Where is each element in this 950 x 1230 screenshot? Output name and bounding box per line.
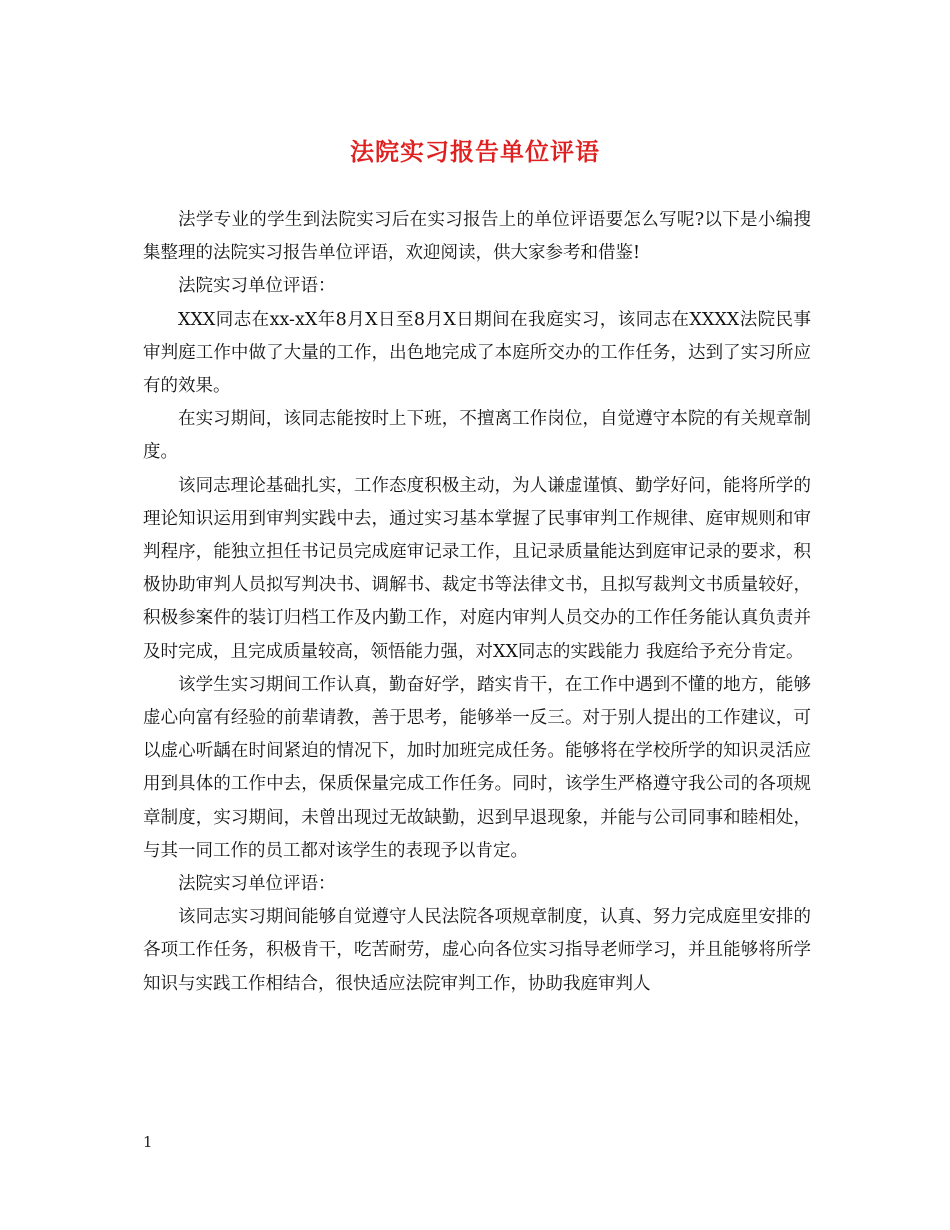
page-number: 1 [143,1133,153,1151]
paragraph: 该同志实习期间能够自觉遵守人民法院各项规章制度，认真、努力完成庭里安排的各项工作任务，积极肯干，吃苦耐劳，虚心向各位实习指导老师学习，并且能够将所学知识与实践工作相结合，很快适应法院审判工作，协助我庭审判人 [143,907,811,994]
paragraph-intro: 法学专业的学生到法院实习后在实习报告上的单位评语要怎么写呢?以下是小编搜集整理的法院实习报告单位评语，欢迎阅读，供大家参考和借鉴! [143,210,811,264]
paragraph: 在实习期间，该同志能按时上下班，不擅离工作岗位，自觉遵守本院的有关规章制度。 [143,409,811,463]
document-title: 法院实习报告单位评语 [350,137,600,166]
document-body [143,204,811,1001]
paragraph: XXX同志在xx-xX年8月X日至8月X日期间在我庭实习，该同志在XXXX法院民事审判庭工作中做了大量的工作，出色地完成了本庭所交办的工作任务，达到了实习所应有的效果。 [143,309,811,397]
section-heading: 法院实习单位评语： [178,276,336,297]
paragraph: 该同志理论基础扎实，工作态度积极主动，为人谦虚谨慎、勤学好问，能将所学的理论知识运用到审判实践中去，通过实习基本掌握了民事审判工作规律、庭审规则和审判程序，能独立担任书记员完成庭审记录工作，且记录质量能达到庭审记录的要求，积极协助审判人员拟写判决书、调解书、裁定书等法律文书，且拟写裁判文书质量较好，积极参案件的装订归档工作及内勤工作，对庭内审判人员交办的工作任务能认真负责并及时完成，且完成质量较高，领悟能力强，对XX同志的实践能力 我庭给予充分肯定。 [143,475,811,662]
section-heading: 法院实习单位评语： [178,874,336,895]
paragraph: 该学生实习期间工作认真，勤奋好学，踏实肯干，在工作中遇到不懂的地方，能够虚心向富有经验的前辈请教，善于思考，能够举一反三。对于别人提出的工作建议，可以虚心听龋在时间紧迫的情况下，加时加班完成任务。能够将在学校所学的知识灵活应用到具体的工作中去，保质保量完成工作任务。同时，该学生严格遵守我公司的各项规章制度，实习期间，未曾出现过无故缺勤，迟到早退现象，并能与公司同事和睦相处，与其一同工作的员工都对该学生的表现予以肯定。 [143,674,811,861]
